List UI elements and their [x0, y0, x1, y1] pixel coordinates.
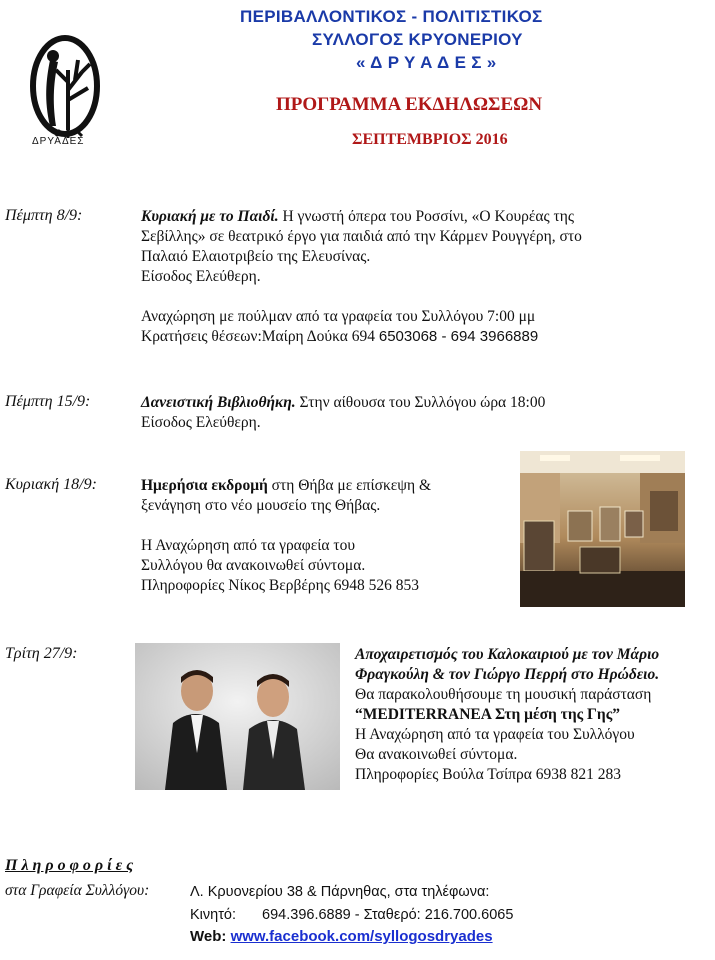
event-4-line-3: Θα παρακολουθήσουμε τη μουσική παράσταση	[355, 686, 652, 703]
event-3-date: Κυριακή 18/9:	[5, 476, 97, 493]
event-1	[141, 207, 582, 347]
event-4-line-5: Η Αναχώρηση από τα γραφεία του Συλλόγου	[355, 726, 635, 743]
museum-interior-photo	[520, 451, 685, 607]
event-1-phones: 6503068 - 694 3966889	[378, 328, 539, 345]
event-3-line-5: Πληροφορίες Νίκος Βερβέρης 6948 526 853	[141, 577, 419, 594]
event-3	[141, 476, 431, 596]
header-line-1: ΠΕΡΙΒΑΛΛΟΝΤΙΚΟΣ - ΠΟΛΙΤΙΣΤΙΚΟΣ	[240, 7, 543, 26]
mobile-label: Κινητό:	[190, 907, 237, 923]
event-2-title: Δανειστική Βιβλιοθήκη.	[141, 394, 296, 411]
footer-phones	[190, 907, 513, 923]
tree-logo-icon	[20, 30, 110, 158]
program-title: ΠΡΟΓΡΑΜΜΑ ΕΚΔΗΛΩΣΕΩΝ	[276, 94, 543, 115]
logo-caption: ΔΡΥΑΔΕΣ	[32, 136, 85, 147]
event-1-date: Πέμπτη 8/9:	[5, 207, 83, 224]
header-line-3: « Δ Ρ Υ Α Δ Ε Σ »	[356, 53, 497, 72]
footer-web	[190, 928, 493, 945]
event-3-title: Ημερήσια εκδρομή	[141, 477, 268, 494]
event-4-title-2: Φραγκούλη & τον Γιώργο Περρή στο Ηρώδειο.	[355, 666, 660, 683]
web-label: Web:	[190, 928, 231, 945]
event-2-date: Πέμπτη 15/9:	[5, 393, 91, 410]
header-line-2: ΣΥΛΛΟΓΟΣ ΚΡΥΟΝΕΡΙΟΥ	[312, 30, 523, 49]
event-2-line-1: Στην αίθουσα του Συλλόγου ώρα 18:00	[295, 394, 546, 411]
mobile-number: 694.396.6889	[262, 907, 351, 923]
event-3-line-2: ξενάγηση στο νέο μουσείο της Θήβας.	[141, 497, 381, 514]
event-1-title: Κυριακή με το Παιδί.	[141, 208, 279, 225]
event-1-line-5: Αναχώρηση με πούλμαν από τα γραφεία του Συλλόγου 7:00 μμ	[141, 308, 536, 325]
event-4-line-7: Πληροφορίες Βούλα Τσίπρα 6938 821 283	[355, 766, 622, 783]
event-3-line-4: Συλλόγου θα ανακοινωθεί σύντομα.	[141, 557, 366, 574]
month-title: ΣΕΠΤΕΜΒΡΙΟΣ 2016	[352, 131, 508, 148]
event-4-title-1: Αποχαιρετισμός του Καλοκαιριού με τον Μάριο	[355, 646, 660, 663]
footer-address: Λ. Κρυονερίου 38 & Πάρνηθας, στα τηλέφωνα:	[190, 884, 490, 900]
event-4	[355, 645, 659, 785]
landline-number: 216.700.6065	[424, 907, 514, 923]
footer-label: στα Γραφεία Συλλόγου:	[5, 882, 150, 899]
event-4-date: Τρίτη 27/9:	[5, 645, 78, 662]
event-1-line-1: Η γνωστή όπερα του Ροσσίνι, «Ο Κουρέας της	[278, 208, 574, 225]
event-1-line-4: Είσοδος Ελεύθερη.	[141, 268, 261, 285]
event-1-line-3: Παλαιό Ελαιοτριβείο της Ελευσίνας.	[141, 248, 371, 265]
event-2	[141, 393, 545, 433]
event-2-line-2: Είσοδος Ελεύθερη.	[141, 414, 261, 431]
event-3-line-1: στη Θήβα με επίσκεψη &	[267, 477, 432, 494]
facebook-link[interactable]: www.facebook.com/syllogosdryades	[230, 928, 493, 945]
two-singers-photo	[135, 643, 340, 790]
footer-heading: Π λ η ρ ο φ ο ρ ί ε ς	[5, 857, 134, 874]
landline-label: - Σταθερό:	[350, 907, 425, 923]
event-3-line-3: Η Αναχώρηση από τα γραφεία του	[141, 537, 356, 554]
event-1-line-6: Κρατήσεις θέσεων:Μαίρη Δούκα 694	[141, 328, 379, 345]
event-1-line-2: Σεβίλλης» σε θεατρικό έργο για παιδιά από την Κάρμεν Ρουγγέρη, στο	[141, 228, 582, 245]
event-4-line-4: “MEDITERRANEA Στη μέση της Γης”	[355, 706, 620, 723]
event-4-line-6: Θα ανακοινωθεί σύντομα.	[355, 746, 518, 763]
